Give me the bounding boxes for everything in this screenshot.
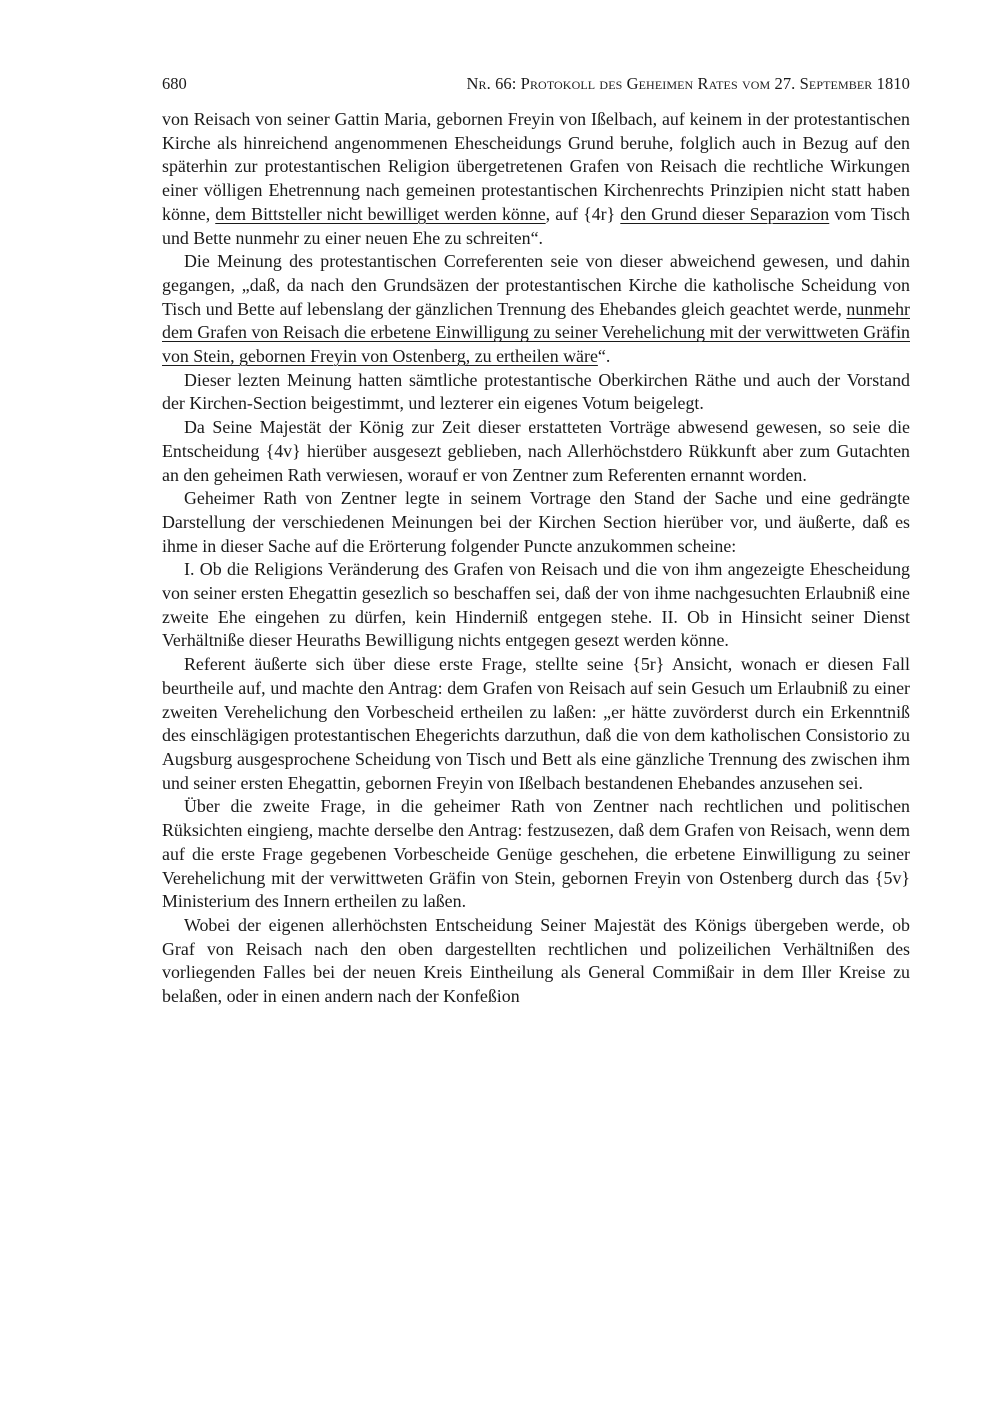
text-run: von Reisach von seiner Gattin Maria, gebornen Freyin von Ißelbach, auf keinem in der protestantischen Kirche als hinreichend angenommenen Ehescheidungs Grund beruhe, folglich auch in Bezug auf den späterhin zur protestantischen Religion übergetretenen Grafen von Reisach die rechtliche Wirkungen einer völligen Ehetrennung nach gemeinen protestantischen Kirchenrechts Prinzipien nicht statt haben könne, <box>162 109 910 224</box>
underlined-text: den Grund dieser Separazion <box>620 203 830 224</box>
page-header <box>162 72 910 96</box>
text-run: Die Meinung des protestantischen Correferenten seie von dieser abweichend gewesen, und dahin gegangen, „daß, da nach den Grundsäzen der protestantischen Kirche die katholische Scheidung von Tisch und Bette auf lebenslang der gänzlichen Trennung des Ehebandes gleich geachtet werde, <box>162 251 910 319</box>
paragraph <box>162 914 910 1009</box>
text-run: Geheimer Rath von Zentner legte in seinem Vortrage den Stand der Sache und eine gedrängte Darstellung der verschiedenen Meinungen bei der Kirchen Section hierüber vor, und äußerte, daß es ihme in dieser Sache auf die Erörterung folgender Puncte anzukommen scheine: <box>162 488 910 556</box>
text-run: Da Seine Majestät der König zur Zeit dieser erstatteten Vorträge abwesend gewesen, so seie die Entscheidung {4v} hierüber ausgesezt geblieben, nach Allerhöchstdero Rükkunft aber zum Gutachten an den geheimen Rath verwiesen, worauf er von Zentner zum Referenten ernannt worden. <box>162 417 910 485</box>
paragraph <box>162 416 910 487</box>
text-run: Über die zweite Frage, in die geheimer Rath von Zentner nach rechtlichen und politischen Rüksichten eingieng, machte derselbe den Antrag: festzusezen, daß dem Grafen von Reisach, wenn dem auf die erste Frage gegebenen Vorbescheide Genüge geschehen, die erbetene Einwilligung zu seiner Verehelichung mit der verwittweten Gräfin von Stein, gebornen Freyin von Ostenberg durch das {5v} Ministerium des Innern ertheilen zu laßen. <box>162 796 910 912</box>
underlined-text: dem Bittsteller nicht bewilliget werden könne <box>215 203 546 224</box>
page-number: 680 <box>162 74 187 93</box>
running-title: Nr. 66: Protokoll des Geheimen Rates vom 27. September 1810 <box>466 74 910 93</box>
paragraph <box>162 487 910 558</box>
document-body <box>162 108 910 1009</box>
text-run: vom Tisch und Bette nunmehr zu einer neuen Ehe zu schreiten“. <box>162 203 910 248</box>
underlined-text: nunmehr dem Grafen von Reisach die erbetene Einwilligung zu seiner Verehelichung mit der verwittweten Gräfin von Stein, gebornen Freyin von Ostenberg, zu ertheilen wäre <box>162 298 910 367</box>
text-run: , auf {4r} <box>545 203 621 224</box>
text-run: Dieser lezten Meinung hatten sämtliche protestantische Oberkirchen Räthe und auch der Vorstand der Kirchen-Section beigestimmt, und lezterer ein eigenes Votum beigelegt. <box>162 369 910 414</box>
paragraph <box>162 653 910 795</box>
document-page <box>162 72 910 1009</box>
paragraph <box>162 558 910 653</box>
paragraph <box>162 795 910 914</box>
text-run: I. Ob die Religions Veränderung des Grafen von Reisach und die von ihm angezeigte Ehescheidung von seiner ersten Ehegattin gesezlich so beschaffen sei, daß der von ihme nachgesuchten Erlaubniß eine zweite Ehe eingehen zu dürfen, kein Hinderniß entgegen stehe. II. Ob in Hinsicht seiner Dienst Verhältniße dieser Heuraths Bewilligung nichts entgegen gesezt werden könne. <box>162 559 910 651</box>
paragraph <box>162 250 910 369</box>
paragraph <box>162 369 910 416</box>
text-run: “. <box>597 346 611 367</box>
text-run: Wobei der eigenen allerhöchsten Entscheidung Seiner Majestät des Königs übergeben werde, ob Graf von Reisach nach den oben dargestellten rechtlichen und polizeilichen Verhältnißen des vorliegenden Falles bei der neuen Kreis Eintheilung als General Commißair in dem Iller Kreise zu belaßen, oder in einen andern nach der Konfeßion <box>162 914 910 1007</box>
paragraph <box>162 108 910 250</box>
text-run: Referent äußerte sich über diese erste Frage, stellte seine {5r} Ansicht, wonach er diesen Fall beurtheile auf, und machte den Antrag: dem Grafen von Reisach auf sein Gesuch um Erlaubniß zu einer zweiten Verehelichung den Vorbescheid ertheilen zu laßen: „er hätte zuvörderst durch ein Erkenntniß des einschlägigen protestantischen Ehegerichts darzuthun, daß die von dem katholischen Consistorio zu Augsburg ausgesprochene Scheidung von Tisch und Bett als eine gänzliche Trennung des zwischen ihm und seiner ersten Ehegattin, gebornen Freyin von Ißelbach bestandenen Ehebandes anzusehen sei. <box>162 654 910 793</box>
